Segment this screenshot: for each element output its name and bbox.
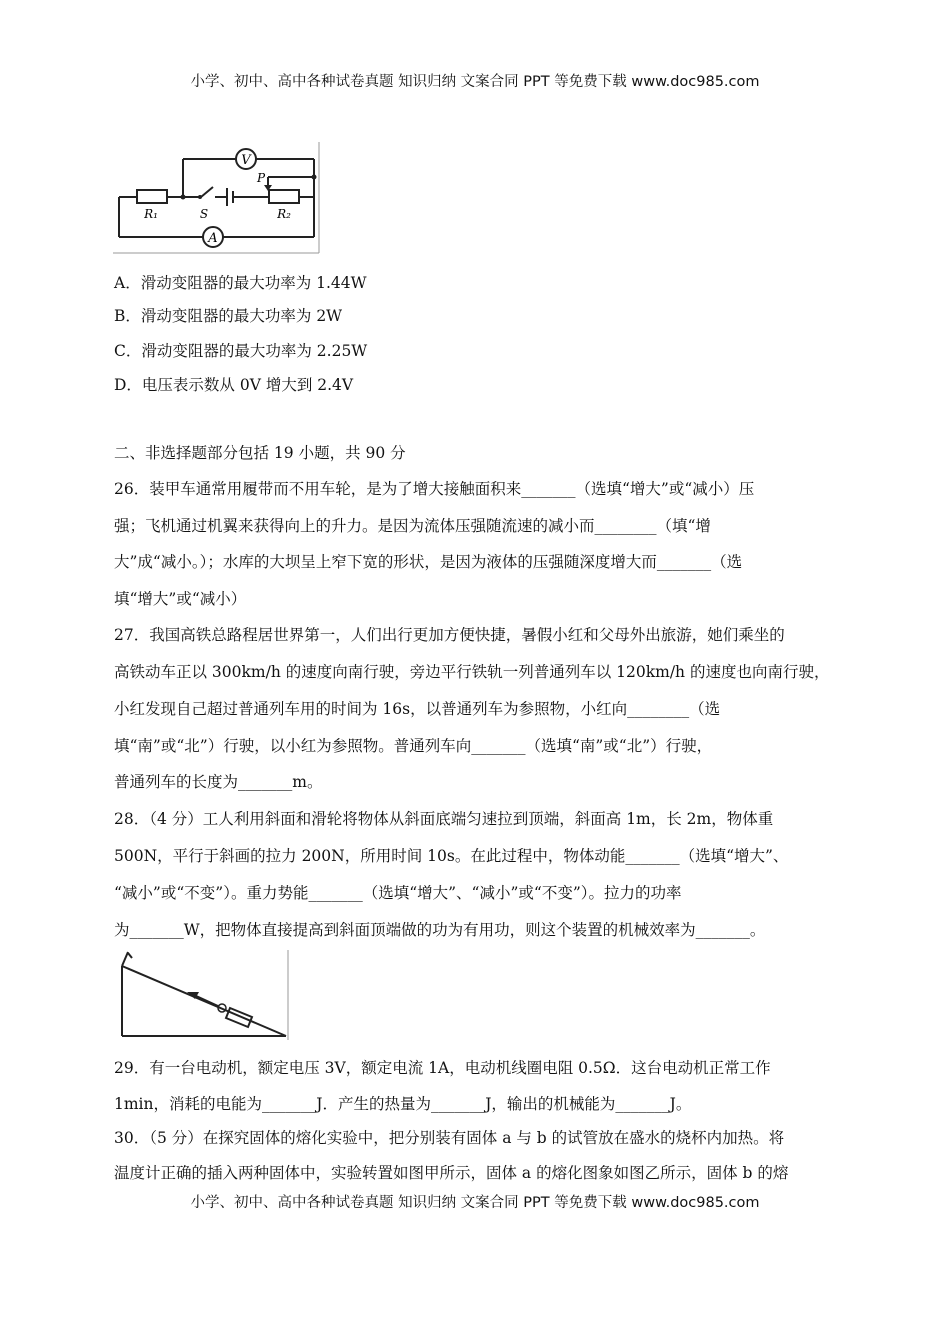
q26-line-3: 大”成“减小。）；水库的大坝呈上窄下宽的形状，是因为液体的压强随深度增大而_______（选 [114,553,743,571]
r2-label: R₂ [277,207,291,221]
option-a: A．滑动变阻器的最大功率为 1.44W [114,274,367,292]
slider-label: P [256,171,266,185]
q28-line-3: “减小”或“不变”）。重力势能_______（选填“增大”、“减小”或“不变”）。拉力的功率 [114,884,682,902]
section-title: 二、非选择题部分包括 19 小题，共 90 分 [114,444,406,462]
q28-line-4: 为_______W，把物体直接提高到斜面顶端做的功为有用功，则这个装置的机械效率为_______。 [114,921,766,939]
page-footer: 小学、初中、高中各种试卷真题 知识归纳 文案合同 PPT 等免费下载 www.doc985.com [190,1195,760,1211]
r1-label: R₁ [144,207,158,221]
q27-line-1: 27．我国高铁总路程居世界第一，人们出行更加方便快捷，暑假小红和父母外出旅游，她们乘坐的 [114,626,785,644]
q28-line-2: 500N，平行于斜画的拉力 200N，所用时间 10s。在此过程中，物体动能_______（选填“增大”、 [114,847,789,865]
page-header: 小学、初中、高中各种试卷真题 知识归纳 文案合同 PPT 等免费下载 www.doc985.com [190,74,760,90]
voltmeter-label: V [241,153,251,168]
q29-line-1: 29．有一台电动机，额定电压 3V，额定电流 1A，电动机线圈电阻 0.5Ω．这台电动机正常工作 [114,1059,771,1077]
switch-label: S [199,207,209,221]
q26-line-2: 强；飞机通过机翼来获得向上的升力。是因为流体压强随流速的减小而________（填“增 [114,517,711,535]
q27-line-4: 填“南”或“北”）行驶，以小红为参照物。普通列车向_______（选填“南”或“北”）行驶， [114,737,713,755]
option-d: D．电压表示数从 0V 增大到 2.4V [114,376,354,394]
q30-line-1: 30．（5 分）在探究固体的熔化实验中，把分别装有固体 a 与 b 的试管放在盛水的烧杯内加热。将 [114,1129,785,1147]
circuit-diagram [113,140,323,255]
incline-diagram [112,948,292,1042]
option-c: C．滑动变阻器的最大功率为 2.25W [114,342,368,360]
q26-line-1: 26．装甲车通常用履带而不用车轮，是为了增大接触面积来_______（选填“增大”或“减小）压 [114,480,755,498]
q27-line-5: 普通列车的长度为_______m。 [114,773,323,791]
q27-line-2: 高铁动车正以 300km/h 的速度向南行驶，旁边平行铁轨一列普通列车以 120km/h 的速度也向南行驶， [114,663,830,681]
q26-line-4: 填“增大”或“减小） [114,590,247,608]
option-b: B．滑动变阻器的最大功率为 2W [114,307,343,325]
ammeter-label: A [208,231,218,246]
q30-line-2: 温度计正确的插入两种固体中，实验转置如图甲所示，固体 a 的熔化图象如图乙所示，固体 b 的熔 [114,1164,789,1182]
q28-line-1: 28．（4 分）工人利用斜面和滑轮将物体从斜面底端匀速拉到顶端，斜面高 1m，长 2m，物体重 [114,810,774,828]
q27-line-3: 小红发现自己超过普通列车用的时间为 16s，以普通列车为参照物，小红向________（选 [114,700,721,718]
q29-line-2: 1min，消耗的电能为_______J．产生的热量为_______J，输出的机械能为_______J。 [114,1095,692,1113]
